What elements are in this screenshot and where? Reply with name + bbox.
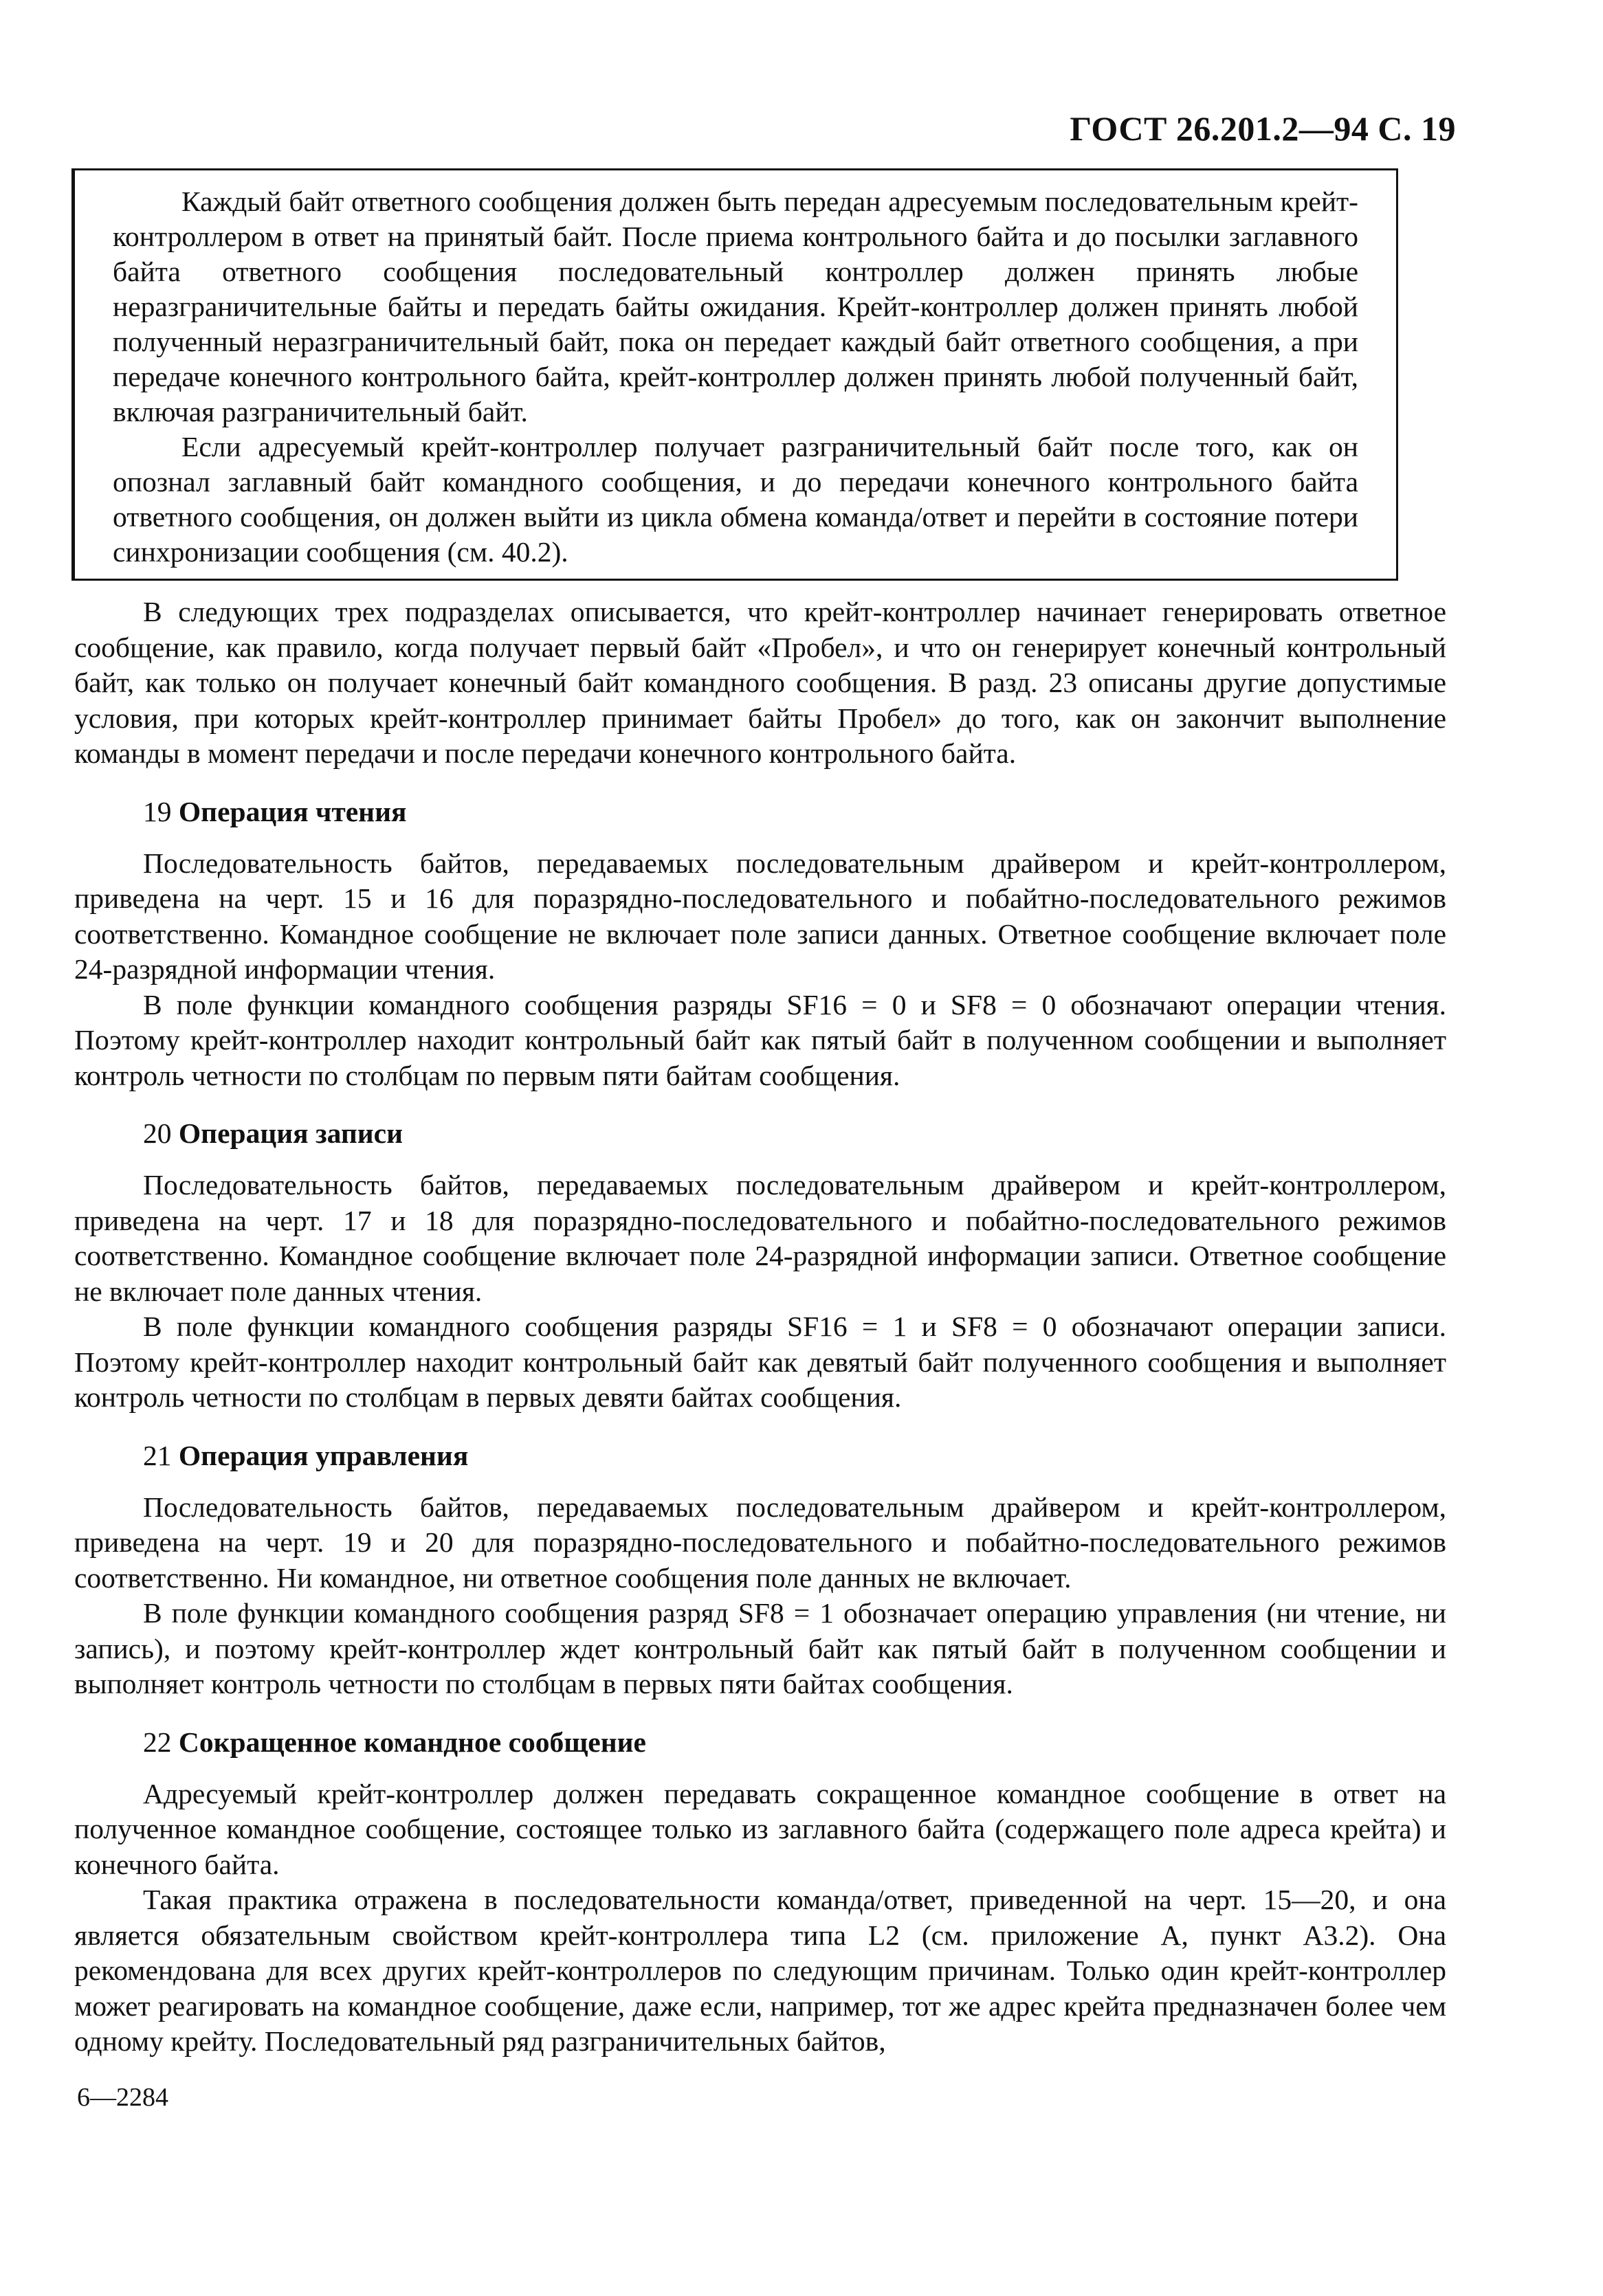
section-number: 20 (143, 1117, 172, 1149)
section-paragraph: В поле функции командного сообщения разряд SF8 = 1 обозначает операцию управления (ни чтение, ни запись), и поэтому крейт-контроллер ждет контрольный байт как пятый байт в полученном сообщении и выполняет контроль четности по столбцам в первых пяти байтах сообщения. (74, 1597, 1446, 1699)
section-heading (74, 1725, 1446, 1760)
section-heading (74, 1116, 1446, 1151)
section-paragraph: Такая практика отражена в последовательности команда/ответ, приведенной на черт. 15—20, и она является обязательным свойством крейт-контроллера типа L2 (см. приложение А, пункт А3.2). Она рекомендована для всех других крейт-контроллеров по следующим причинам. Только один крейт-контроллер может реагировать на командное сообщение, даже если, например, тот же адрес крейта предназначен более чем одному крейту. Последовательный ряд разграничительных байтов, (74, 1884, 1446, 2057)
section-heading (74, 1438, 1446, 1473)
section-title: Сокращенное командное сообщение (178, 1726, 646, 1758)
boxed-paragraph: Каждый байт ответного сообщения должен быть передан адресуемым последовательным крейт-контроллером в ответ на принятый байт. После приема контрольного байта и до посылки заглавного байта ответного сообщения последовательный контроллер должен принять любые неразграничительные байты и передать байты ожидания. Крейт-контроллер должен принять любой полученный неразграничительный байт, пока он передает каждый байт ответного сообщения, а при передаче конечного контрольного байта, крейт-контроллер должен принять любой полученный байт, включая разграничительный байт. (113, 186, 1358, 427)
intro-paragraph: В следующих трех подразделах описывается, что крейт-контроллер начинает генерировать ответное сообщение, как правило, когда получает первый байт «Пробел», и что он генерирует конечный контрольный байт, как только он получает конечный байт командного сообщения. В разд. 23 описаны другие допустимые условия, при которых крейт-контроллер принимает байты Пробел» до того, как он закончит выполнение команды в момент передачи и после передачи конечного контрольного байта. (74, 596, 1446, 769)
section-number: 19 (143, 795, 172, 827)
main-content (74, 594, 1446, 2060)
section-paragraph: Последовательность байтов, передаваемых последовательным драйвером и крейт-контроллером, приведена на черт. 17 и 18 для поразрядно-последовательного и побайтно-последовательного режимов соответственно. Командное сообщение включает поле 24-разрядной информации записи. Ответное сообщение не включает поле данных чтения. (74, 1169, 1446, 1307)
section-title: Операция управления (178, 1439, 469, 1471)
section-title: Операция записи (178, 1117, 403, 1149)
section-paragraph: В поле функции командного сообщения разряды SF16 = 0 и SF8 = 0 обозначают операции чтения. Поэтому крейт-контроллер находит контрольный байт как пятый байт в полученном сообщении и выполняет контроль четности по столбцам по первым пяти байтам сообщения. (74, 988, 1446, 1091)
section-paragraph: Последовательность байтов, передаваемых последовательным драйвером и крейт-контроллером, приведена на черт. 15 и 16 для поразрядно-последовательного и побайтно-последовательного режимов соответственно. Командное сообщение не включает поле записи данных. Ответное сообщение включает поле 24-разрядной информации чтения. (74, 847, 1446, 985)
section-heading (74, 794, 1446, 829)
page-footer-code: 6—2284 (77, 2083, 168, 2112)
section-number: 21 (143, 1439, 172, 1471)
section-number: 22 (143, 1726, 172, 1758)
section-paragraph: Адресуемый крейт-контроллер должен передавать сокращенное командное сообщение в ответ на полученное командное сообщение, состоящее только из заглавного байта (содержащего поле адреса крейта) и конечного байта. (74, 1777, 1446, 1880)
section-paragraph: Последовательность байтов, передаваемых последовательным драйвером и крейт-контроллером, приведена на черт. 19 и 20 для поразрядно-последовательного и побайтно-последовательного режимов соответственно. Ни командное, ни ответное сообщения поле данных не включает. (74, 1491, 1446, 1594)
section-title: Операция чтения (178, 795, 407, 827)
section-paragraph: В поле функции командного сообщения разряды SF16 = 1 и SF8 = 0 обозначают операции записи. Поэтому крейт-контроллер находит контрольный байт как девятый байт полученного сообщения и выполняет контроль четности по столбцам в первых девяти байтах сообщения. (74, 1311, 1446, 1413)
boxed-note (71, 168, 1398, 581)
page-header: ГОСТ 26.201.2—94 С. 19 (1070, 109, 1456, 148)
boxed-paragraph: Если адресуемый крейт-контроллер получает разграничительный байт после того, как он опознал заглавный байт командного сообщения, и до передачи конечного контрольного байта ответного сообщения, он должен выйти из цикла обмена команда/ответ и перейти в состояние потери синхронизации сообщения (см. 40.2). (113, 431, 1358, 568)
